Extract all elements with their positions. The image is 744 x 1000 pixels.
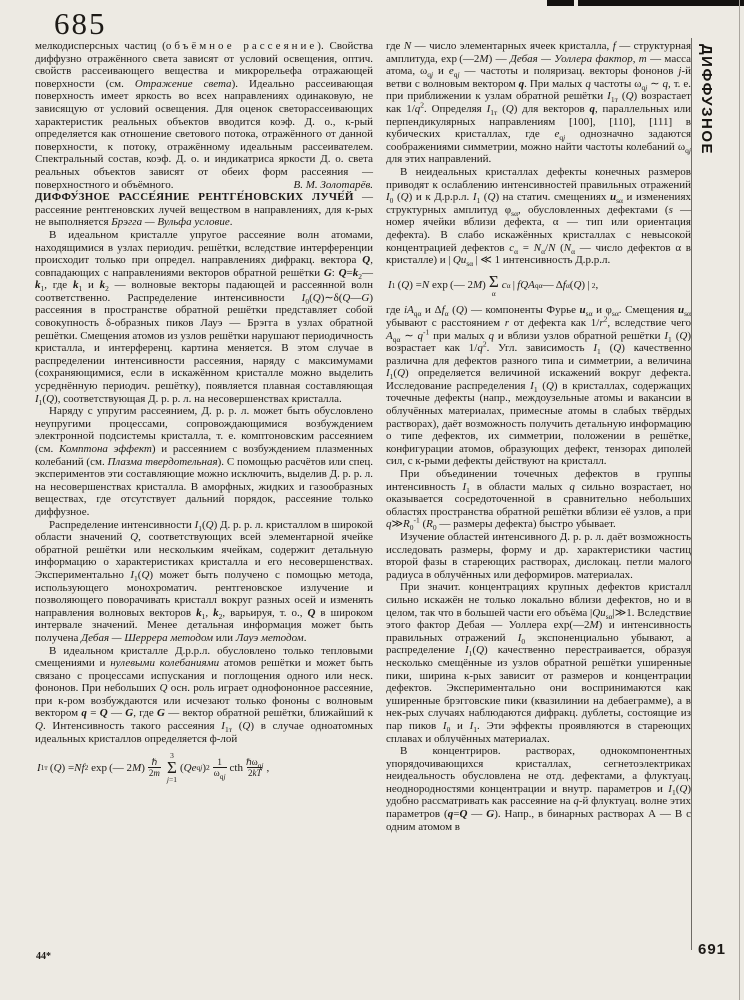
paragraph: В неидеальных кристаллах дефекты конечных размеров приводят к ослаблению интенсивностей правильных отражений $I_0$ (Q) и к Д.р.р.л. $I_1$ (Q) на статич. смещениях $u_{s\alpha}$ и изменениях структурных амплитуд $\varphi_{s\alpha}$, обусловленных дефектами (s — номер ячейки вблизи дефекта, α — тип или ориентация дефекта). В слабо искажённых кристаллах с невысокой концентрацией дефектов $c_\alpha = N_\alpha/N$ ($N_\alpha$ — число дефектов α в кристалле) и | $Qu_{s\alpha}$ | ≪ 1 интенсивность Д.р.р.л.	[386, 165, 692, 269]
formula: I 1т ( Q ) = Nf 2 exp (— 2 M ) $\frac{\text{ℏ}}{2m}$ 3 Σ j=1 ( Qe qj ) 2 $\frac{1}{\omega_{qj}}$ cth $\frac{\hbar\omega_{qj}}{2kT}$ ,	[37, 751, 270, 784]
paragraph: При объединении точечных дефектов в группы интенсивность $I_1$ в области малых q сильно возрастает, но оказывается сосредоточенной в сравнительно небольших областях пространства обратной решётки вблизи её узлов, а при $q≫R_0^{-1}$ ($R_0$ — размеры дефекта) быстро убывает.	[386, 468, 691, 533]
left-column	[35, 40, 373, 833]
paragraph: При значит. концентрациях крупных дефектов кристалл сильно искажён не только локально вблизи дефектов, но и в целом, так что в большей части его объёма $|Qu_{s\alpha}|≫1$. Вследствие этого фактор Дебая — Уоллера exp(—2M) и интенсивность правильных отражений $I_0$ экспоненциально убывают, а распределение $I_1(Q)$ качественно перестраивается, образуя несколько смещённые из узлов обратной решётки уширенные пики, ширина к-рых зависит от размеров и концентрации дефектов. Экспериментально они воспринимаются как уширенные брэгговские пики (квазилинии на дебаеграмме), а в нек-рых случаях наблюдаются дифракц. дублеты, состоящие из пар пиков $I_0$ и $I_1$. Эти эффекты проявляются в стареющих сплавах и облучённых материалах.	[386, 581, 691, 745]
right-column	[386, 40, 691, 833]
running-head-vertical: ДИФФУЗНОЕ	[698, 44, 715, 156]
page-number-right: 691	[698, 941, 727, 958]
paragraph: Наряду с упругим рассеянием, Д. р. р. л. может быть обусловлено неупругими процессами, сопровождающимися возбуждением электронной подсистемы кристалла, т. е. комптоновским рассеянием (см. Комптона эффект) и рассеянием с возбуждением плазменных колебаний (см. Плазма твердотельная). С помощью расчётов или спец. экспериментов эти составляющие можно исключить, выделив Д. р. р. л. на несовершенствах кристалла. В аморфных, жидких и газообразных веществах, где отсутствует дальний порядок, рассеяние только диффузное.	[35, 405, 373, 518]
scan-edge-bar	[578, 0, 744, 6]
paragraph: В идеальном кристалле упругое рассеяние волн атомами, находящимися в узлах периодич. решётки, вследствие интерференции происходит только при определ. направлениях дифракц. вектора Q, совпадающих с направлениями векторов обратной решётки G: $Q=k_2—k_1$, где $k_1$ и $k_2$ — волновые векторы падающей и рассеянной волн соответственно. Распределение интенсивности $I_0(Q)\sim\delta(Q—G)$ рассеяния в пространстве обратной решётки представляет собой совокупность δ-образных пиков Лауэ — Брэгга в узлах обратной решётки. Смещения атомов из узлов решётки нарушают периодичность кристалла, и интерференц. картина меняется. В этом случае в распределении интенсивности рассеяния, наряду с максимумами (сохраняющимися, если в искажённом кристалле можно выделить усреднённую периодич. решётку), появляется плавная составляющая $I_1(Q)$, соответствующая Д. р. р. л. на несовершенствах кристалла.	[35, 228, 373, 407]
paragraph: В идеальном кристалле Д.р.р.л. обусловлено только тепловыми смещениями и нулевыми колебаниями атомов решётки и может быть связано с процессами испускания и поглощения одного или неск. фононов. При небольших Q осн. роль играет однофононное рассеяние, при к-ром возбуждаются или исчезают только фононы с волновым вектором q = Q — G, где G — вектор обратной решётки, ближайший к Q. Интенсивность такого рассеяния $I_{1т}$ (Q) в случае одноатомных идеальных кристаллов определяется ф-лой	[35, 644, 374, 745]
page-edge-line	[739, 0, 740, 1000]
scan-edge-bar	[547, 0, 574, 6]
page-number-left: 685	[54, 6, 107, 41]
paragraph: Изучение областей интенсивного Д. р. р. л. даёт возможность исследовать размеры, форму и др. характеристики частиц второй фазы в стареющих растворах, дислокац. петли малого радиуса в облучённых или деформиров. материалах.	[386, 531, 691, 581]
paragraph: В концентриров. растворах, однокомпонентных упорядочивающихся кристаллах, сегнетоэлектриках неидеальность обусловлена не отд. дефектами, а флуктуац. неоднородностями концентрации и внутр. параметров и $I_1(Q)$ удобно рассматривать как рассеяние на q-й флуктуац. волне этих параметров (q=Q — G). Напр., в бинарных растворах А — В с одним атомом в	[386, 745, 691, 833]
margin-divider	[691, 38, 692, 950]
formula: I 1 ( Q ) = N exp (— 2 M ) Σ α c α | fQA qα — Δ f α ( Q ) | 2 ,	[388, 271, 599, 298]
paragraph: мелкодисперсных частиц (объёмное рассеяние). Свойства диффузно отражённого света зависят от условий освещения, оптич. свойств рассеивающего вещества и микрорельефа отражающей поверхности (см. Отражение света). Идеально рассеивающая поверхность имеет яркость во всех направлениях одинаковую, не зависящую от условий освещения. Для оценок светорассеивающих характеристик реальных объектов вводится коэф. Д. о., к-рый определяется как отношение светового потока, отражённого от данной поверхности, к потоку, отражённому идеальным рассеивателем. Спектральный состав, коэф. Д. о. и индикатриса яркости Д. о. света реальных объектов зависят от обеих форм рассеяния — поверхностного и объёмного. В. М. Золотарёв.	[35, 40, 374, 191]
printer-signature-mark: 44*	[36, 951, 51, 962]
text-columns	[35, 40, 691, 833]
paragraph: где N — число элементарных ячеек кристалла, f — структурная амплитуда, exp (—2M) — Дебая — Уоллера фактор, m — масса атома, $\omega_{qj}$ и $e_{qj}$ — частоты и поляризац. векторы фононов j-й ветви с волновым вектором q. При малых q частоты $\omega_{qj}$ ∼ q, т. е. при приближении к узлам обратной решётки $I_{1т}$ (Q) возрастает как $1/q^2$. Определяя $I_{1т}$ (Q) для векторов q, параллельных или перпендикулярных направлениям [100], [110], [111] в кубических кристаллах, где $e_{qj}$ однозначно задаются соображениями симметрии, можно найти частоты колебаний $\omega_{qj}$ для этих направлений.	[386, 40, 692, 166]
paragraph: Распределение интенсивности $I_1(Q)$ Д. р. р. л. кристаллом в широкой области значений Q, соответствующих всей элементарной ячейке обратной решётки или нескольким ячейкам, содержит детальную информацию о характеристиках кристалла и его несовершенствах. Экспериментально $I_1(Q)$ может быть получено с помощью метода, использующего монохроматич. рентгеновское излучение и позволяющего поворачивать кристалл вокруг разных осей и изменять направления волновых векторов $k_1$, $k_2$, варьируя, т. о., Q в широком интервале значений. Менее детальная информация может быть получена Дебая — Шеррера методом или Лауэ методом.	[35, 518, 374, 644]
paragraph: где $iA_{q\alpha}$ и $\Delta f_\alpha$ (Q) — компоненты Фурье $u_{s\alpha}$ и $\varphi_{s\alpha}$. Смещения $u_{s\alpha}$ убывают с расстоянием r от дефекта как $1/r^2$, вследствие чего $A_{q\alpha}$ ∼ $q^{-1}$ при малых q и вблизи узлов обратной решётки $I_1$ (Q) возрастает как $1/q^2$. Угл. зависимость $I_1$ (Q) качественно различна для дефектов разного типа и симметрии, а величина $I_1(Q)$ определяется величиной искажений вокруг дефекта. Исследование распределения $I_1$ (Q) в кристаллах, содержащих точечные дефекты (напр., междоузельные атомы и вакансии в облучённых материалах, примесные атомы в слабых твёрдых растворах), даёт возможность получить детальную информацию о типе дефектов, их симметрии, положении в решётке, конфигурации атомов, образующих дефект, тензорах диполей сил, с к-рыми дефекты действуют на кристалл.	[386, 304, 692, 468]
paragraph: ДИФФУ́ЗНОЕ РАССЕ́ЯНИЕ РЕНТГЕ́НОВСКИХ ЛУЧЕ́Й — рассеяние рентгеновских лучей веществом в направлениях, для к-рых не выполняется Брэгга — Вульфа условие.	[35, 191, 374, 229]
